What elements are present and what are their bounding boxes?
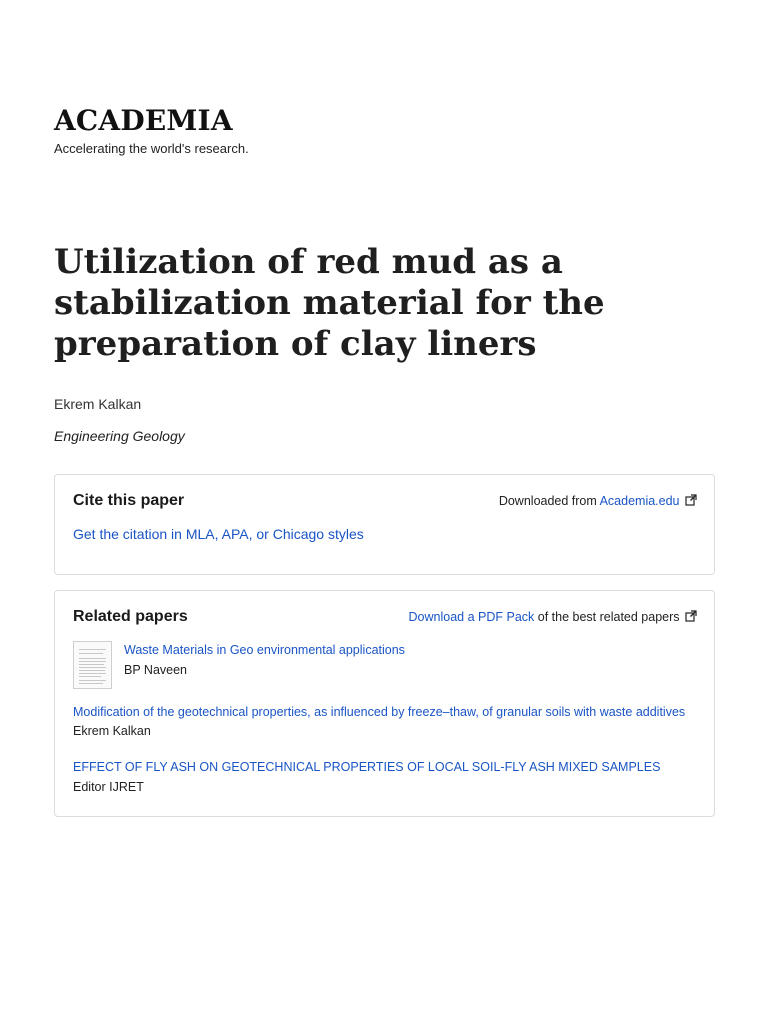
related-paper-author: Ekrem Kalkan — [73, 724, 151, 738]
document-thumbnail-icon[interactable] — [73, 641, 112, 689]
pdf-pack-note — [409, 610, 697, 624]
downloaded-prefix: Downloaded from — [498, 494, 600, 508]
related-paper-title[interactable]: Waste Materials in Geo environmental applications — [124, 643, 405, 657]
academia-logo[interactable]: ACADEMIA — [54, 104, 233, 137]
external-link-icon[interactable] — [685, 494, 697, 506]
related-paper-title[interactable]: EFFECT OF FLY ASH ON GEOTECHNICAL PROPERTIES OF LOCAL SOIL-FLY ASH MIXED SAMPLES — [73, 760, 661, 774]
external-link-icon[interactable] — [685, 610, 697, 622]
related-paper-author: BP Naveen — [124, 663, 188, 677]
paper-journal: Engineering Geology — [54, 428, 185, 444]
cite-heading: Cite this paper — [73, 492, 185, 509]
citation-styles-link[interactable]: Get the citation in MLA, APA, or Chicago styles — [73, 526, 364, 542]
downloaded-from — [499, 494, 697, 508]
related-paper-title[interactable]: Modification of the geotechnical properties, as influenced by freeze–thaw, of granular soils with waste additives — [73, 705, 686, 719]
cite-card — [54, 474, 715, 575]
tagline: Accelerating the world's research. — [54, 141, 249, 156]
related-card — [54, 590, 715, 817]
paper-author: Ekrem Kalkan — [54, 396, 142, 412]
paper-title: Utilization of red mud as a stabilization material for the preparation of clay liners — [54, 242, 605, 364]
pdf-pack-link[interactable]: Download a PDF Pack — [408, 610, 535, 624]
academia-edu-link[interactable]: Academia.edu — [599, 494, 680, 508]
related-heading: Related papers — [73, 608, 188, 625]
related-paper-author: Editor IJRET — [73, 780, 144, 794]
pdf-pack-suffix: of the best related papers — [534, 610, 680, 624]
